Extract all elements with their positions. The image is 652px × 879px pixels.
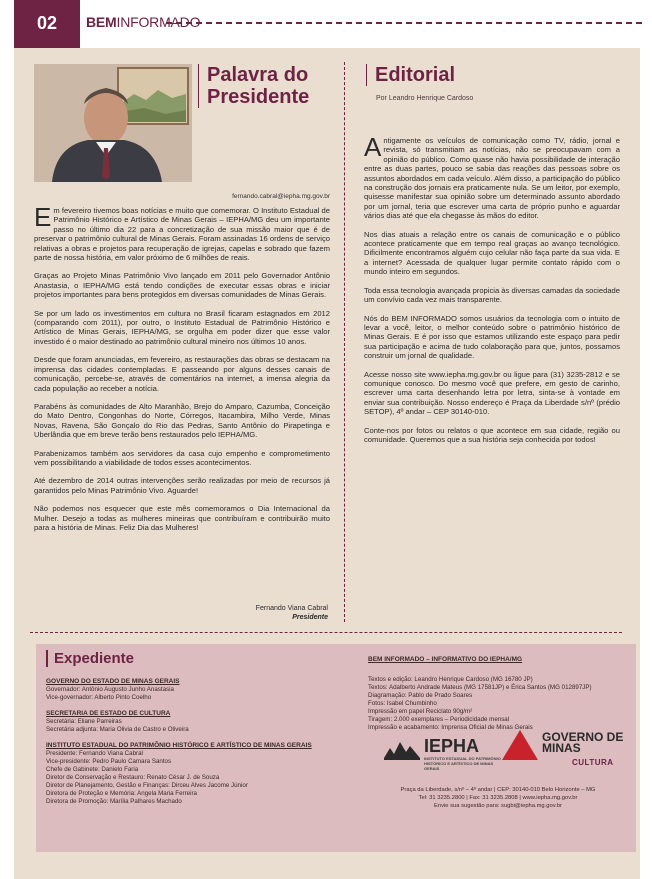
credits-line: Textos e edição: Leandro Henrique Cardoso (MG 16780 JP) xyxy=(368,676,533,683)
president-paragraph: Parabenizamos também aos servidores da casa cujo empenho e comprometimento vem possibilitando a viabilidade de todos esses acontecimentos. xyxy=(34,448,330,467)
editorial-body xyxy=(364,132,620,453)
signature xyxy=(180,604,328,622)
staff-line: Diretora de Promoção: Marília Palhares Machado xyxy=(46,798,182,805)
logos-row xyxy=(384,728,634,778)
president-paragraph: Desde que foram anunciadas, em fevereiro, as restaurações das obras se destacam na imprensa das cidades contempladas. E passeando por alguns desses canais de comunicação, percebe-se, através de comentários na internet, a imensa alegria da cada população ao receber a notícia. xyxy=(34,355,330,393)
staff-line: Governador: Antônio Augusto Junho Anastasia xyxy=(46,686,174,693)
editorial-title: Editorial xyxy=(366,64,455,86)
credits-line: Fotos: Isabel Chumbinho xyxy=(368,700,437,707)
footer-address: Praça da Liberdade, s/nº – 4º andar | CEP: 30140-010 Belo Horizonte – MG xyxy=(400,787,596,793)
header-bar xyxy=(0,0,652,48)
staff-line: Diretora de Proteção e Memória: Angela Maria Ferreira xyxy=(46,790,197,797)
staff-group xyxy=(46,678,346,702)
expediente-staff xyxy=(46,678,346,814)
iepha-logo xyxy=(384,736,501,771)
president-portrait-image xyxy=(34,64,192,182)
iepha-wordmark: IEPHA xyxy=(424,736,480,756)
staff-line: Presidente: Fernando Viana Cabral xyxy=(46,750,143,757)
editorial-paragraph: Acesse nosso site www.iepha.mg.gov.br ou ligue para (31) 3235-2812 e se comunique conosco. Do mesmo você que prefere, em gesto de carinho, escrever uma carta desenhando letra por letra, sinta-se à vontade em enviar sua contribuição. Nosso endereço é Praça da Liberdade s/nº (prédio SETOP), 4º andar – CEP 30140-010. xyxy=(364,369,620,417)
president-title: Palavra do Presidente xyxy=(198,64,345,108)
footer-email: Envie sua sugestão para: sugbi@iepha.mg.gov.br xyxy=(434,803,562,809)
president-paragraph: Se por um lado os investimentos em cultura no Brasil ficaram estagnados em 2012 (comparando com 2011), por outro, o Instituto Estadual de Patrimônio Histórico e Artístico de Minas Gerais, IEPHA/MG, se orgulha em poder dizer que esse valor investido é o maior destinado ao patrimônio cultural mineiro nos últimos 10 anos. xyxy=(34,308,330,346)
iepha-mark-icon xyxy=(384,740,420,760)
header-divider xyxy=(166,22,642,24)
president-paragraph: Até dezembro de 2014 outras intervenções serão realizadas por meio de recursos já garantidos pelo Minas Patrimônio Vivo. Aguarde! xyxy=(34,476,330,495)
staff-line: Diretor de Conservação e Restauro: Renato César J. de Souza xyxy=(46,774,220,781)
staff-group-head: GOVERNO DO ESTADO DE MINAS GERAIS xyxy=(46,678,180,685)
governo-minas-logo xyxy=(502,728,632,778)
president-paragraph: Parabéns às comunidades de Alto Maranhão, Brejo do Amparo, Cazumba, Conceição do Mato Dentro, Congonhas do Norte, Córregos, Itacambira, Milho Verde, Minas Novas, Ravena, São Gonçalo do Rio das Pedras, Santo Antônio do Pirapetinga e Uberlândia que em breve terão bens restaurados pelo IEPHA/MG. xyxy=(34,401,330,440)
signature-name: Fernando Viana Cabral xyxy=(255,605,328,612)
staff-group xyxy=(46,742,346,806)
president-photo xyxy=(34,64,192,182)
governo-wordmark: GOVERNO DE MINAS xyxy=(542,730,624,755)
expediente-title: Expediente xyxy=(46,650,134,667)
triangle-icon xyxy=(502,730,538,760)
staff-line: Diretor de Planejamento, Gestão e Finanças: Dirceu Alves Jacome Júnior xyxy=(46,782,248,789)
president-paragraph: Não podemos nos esquecer que este mês comemoramos o Dia Internacional da Mulher. Desejo a todas as mulheres mineiras que contribuíram e contribuirão muito para a história de Minas. Feliz Dia das Mulheres! xyxy=(34,504,330,532)
column-divider xyxy=(344,62,345,622)
president-paragraph: Graças ao Projeto Minas Patrimônio Vivo lançado em 2011 pelo Governador Antônio Anastasia, o IEPHA/MG está tendo condições de executar essas obras e iniciar projetos importantes para bens protegidos em diversas comunidades de Minas Gerais. xyxy=(34,271,330,300)
contact-footer xyxy=(368,786,628,810)
editorial-paragraph: Nos dias atuais a relação entre os canais de comunicação e o público acontece praticamente que em tempo real graças ao avanço tecnológico. Dificilmente encontramos alguém cujo celular não faça parte da sua vida. E a internet? Acessada de qualquer lugar permite contato rápido com o mundo inteiro em segundos. xyxy=(364,229,620,277)
editorial-paragraph-1 xyxy=(364,132,620,221)
staff-group-head: SECRETARIA DE ESTADO DE CULTURA xyxy=(46,710,171,717)
credits-line: Impressão e acabamento: Imprensa Oficial de Minas Gerais xyxy=(368,724,533,731)
credits-line: Textos: Adalberto Andrade Mateus (MG 17581JP) e Érica Santos (MG 012897JP) xyxy=(368,684,592,691)
editorial-paragraph-1-text: ntigamente os veículos de comunicação como TV, rádio, jornal e revista, só transmitiam as notícias, não se preocupavam com a opinião do público. Como quase não havia possibilidade de interação entre as duas partes, pouco se sabia das reações das pessoas sobre os assuntos abordados em cada veículo. Além disso, a participação do público na construção dos jornais era praticamente nula. Se um leitor, por exemplo, quisesse manifestar sua opinião sobre um determinado assunto abordado por um jornal, teria que escrever uma carta de próprio punho e aguardar vários dias até que ela chegasse às mãos do editor. xyxy=(364,136,620,221)
credits-head: BEM INFORMADO – INFORMATIVO DO IEPHA/MG xyxy=(368,656,523,663)
credits-line: Impressão em papel Reciclato 90g/m² xyxy=(368,708,473,715)
footer-phone: Tel: 31 3235.2800 | Fax: 31 3235.2808 | www.iepha.mg.gov.br xyxy=(418,795,578,801)
credits-line: Tiragem: 2.000 exemplares – Periodicidade mensal xyxy=(368,716,510,723)
editorial-paragraph: Toda essa tecnologia avançada propicia às diversas camadas da sociedade um convívio cada vez mais transparente. xyxy=(364,285,620,305)
staff-line: Vice-presidente: Pedro Paulo Camara Santos xyxy=(46,758,172,765)
staff-line: Secretária adjunta: Maria Olivia de Castro e Oliveira xyxy=(46,726,189,733)
staff-line: Secretária: Eliane Parreiras xyxy=(46,718,122,725)
section-divider xyxy=(30,632,622,633)
editorial-byline: Por Leandro Henrique Cardoso xyxy=(376,95,474,102)
president-paragraph-1 xyxy=(34,202,330,263)
editorial-paragraph: Nós do BEM INFORMADO somos usuários da tecnologia com o intuito de levar a você, leitor, o melhor conteúdo sobre o patrimônio histórico de Minas Gerais. E é por isso que estamos utilizando este espaço para pedir sua participação e acima de tudo colaboração para que, juntos, possamos construir um jornal de qualidade. xyxy=(364,313,620,361)
iepha-subtitle: INSTITUTO ESTADUAL DO PATRIMÔNIO HISTÓRICO E ARTÍSTICO DE MINAS GERAIS xyxy=(424,756,501,771)
credits-line: Diagramação: Pablo de Prado Soares xyxy=(368,692,473,699)
president-email: fernando.cabral@iepha.mg.gov.br xyxy=(232,193,330,200)
page-number: 02 xyxy=(14,0,80,48)
expediente-credits xyxy=(368,656,628,732)
staff-group-head: INSTITUTO ESTADUAL DO PATRIMÔNIO HISTÓRICO E ARTÍSTICO DE MINAS GERAIS xyxy=(46,742,312,749)
cultura-wordmark: CULTURA xyxy=(572,758,614,767)
staff-line: Vice-governador: Alberto Pinto Coelho xyxy=(46,694,152,701)
brand-light: INFORMADO xyxy=(116,14,201,30)
drop-cap-2: A xyxy=(364,132,382,162)
editorial-paragraph: Conte-nos por fotos ou relatos o que acontece em sua cidade, região ou comunidade. Queremos que a sua história seja conhecida por todos! xyxy=(364,425,620,444)
drop-cap-1: E xyxy=(34,202,52,232)
brand-bold: BEM xyxy=(86,14,117,30)
president-paragraph-1-text: m fevereiro tivemos boas notícias e muito que comemorar. O Instituto Estadual de Patrimônio Histórico e Artístico de Minas Gerais – IEPHA/MG deu um importante passo no último dia 22 para a concretização de sua missão maior que é de preservar o patrimônio cultural de Minas Gerais. Foram assinadas 16 ordens de serviço relativas a obras e projetos para recuperação de igrejas, capelas e sobrado que fazem parte de nossa história, em valor próximo de 6 milhões de reais. xyxy=(34,206,330,263)
staff-line: Chefe de Gabinete: Danielo Faria xyxy=(46,766,139,773)
staff-group xyxy=(46,710,346,734)
signature-role: Presidente xyxy=(292,614,328,621)
president-body xyxy=(34,202,330,541)
